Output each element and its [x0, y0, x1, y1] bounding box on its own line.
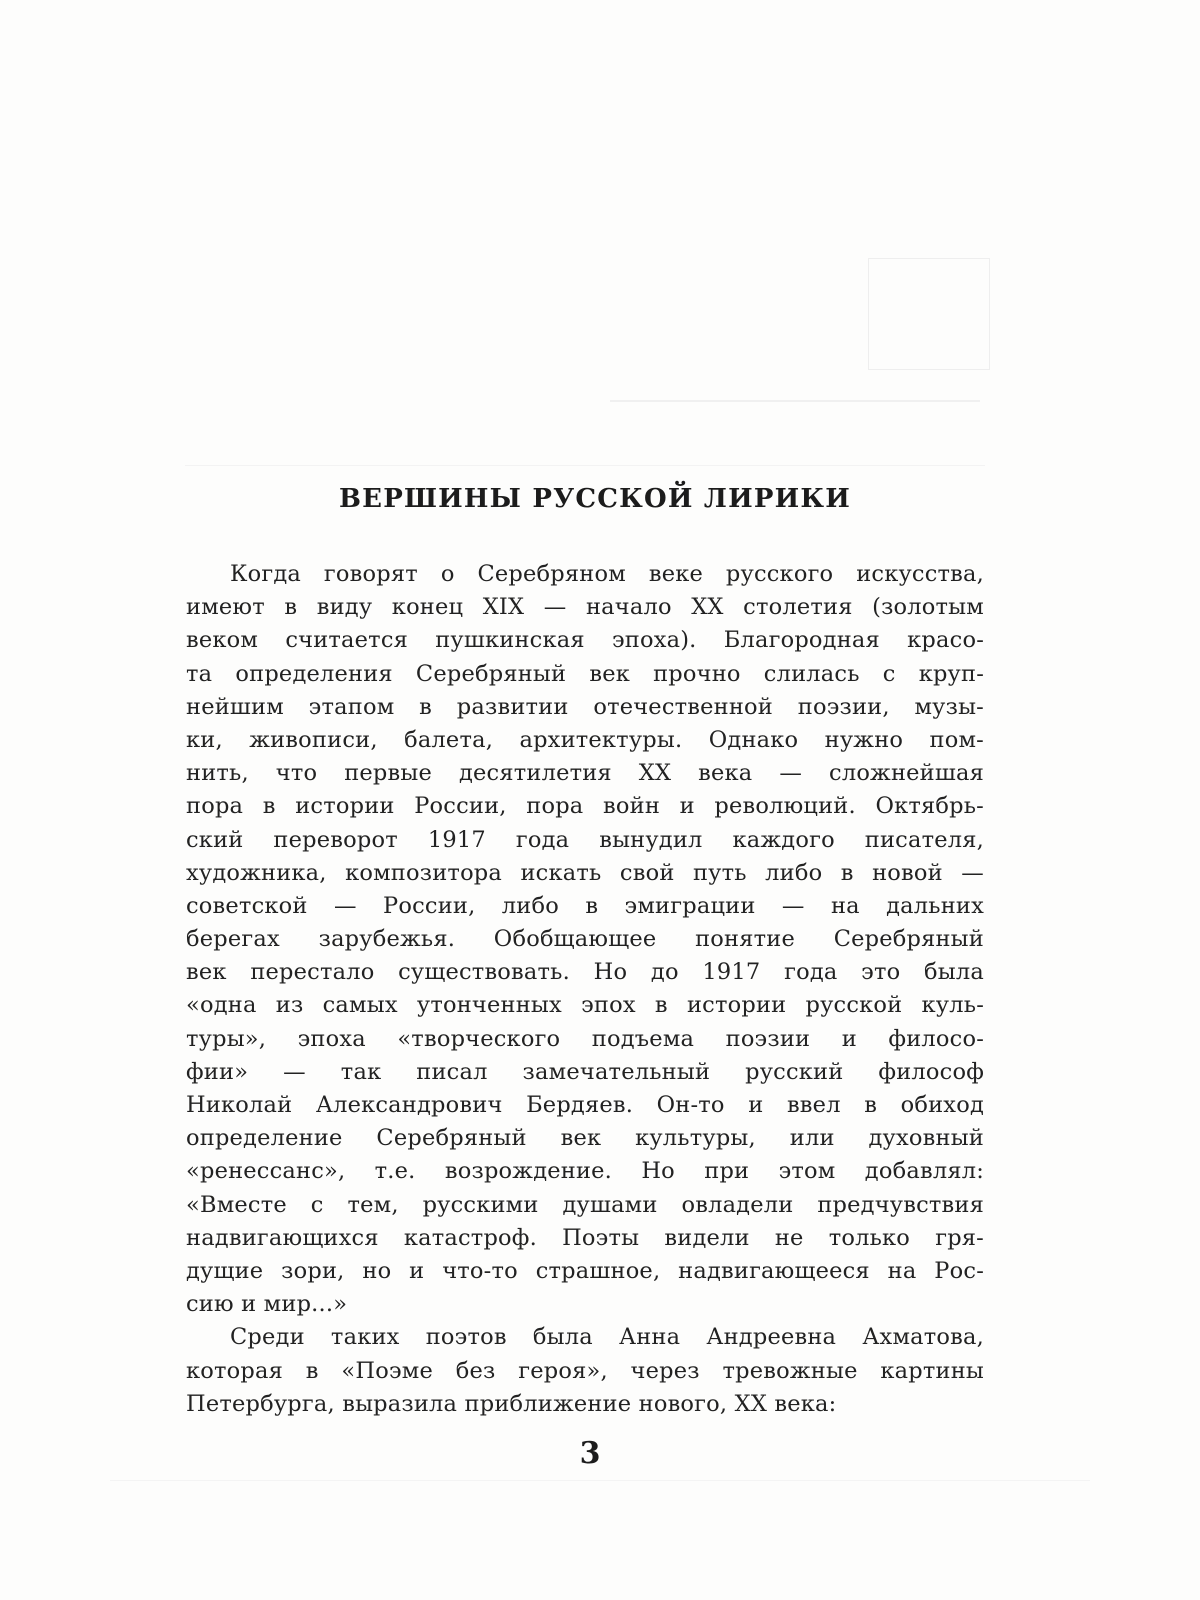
text-line: советской — России, либо в эмиграции — на дальних	[186, 892, 984, 919]
text-line: «одна из самых утонченных эпох в истории русской куль-	[186, 992, 984, 1019]
text-line: Среди таких поэтов была Анна Андреевна Ахматова,	[230, 1324, 984, 1351]
text-line: нить, что первые десятилетия XX века — сложнейшая	[186, 760, 984, 787]
text-line: Когда говорят о Серебряном веке русского искусства,	[230, 561, 984, 587]
text-line: веком считается пушкинская эпоха). Благородная красо-	[186, 627, 984, 654]
text-line: художника, композитора искать свой путь либо в новой —	[186, 859, 984, 886]
text-line: Николай Александрович Бердяев. Он-то и ввел в обиход	[186, 1092, 984, 1118]
text-line: берегах зарубежья. Обобщающее понятие Серебряный	[186, 926, 984, 953]
text-line: сию и мир...»	[186, 1291, 348, 1318]
text-line: определение Серебряный век культуры, или духовный	[186, 1125, 984, 1152]
text-line: та определения Серебряный век прочно слилась с круп-	[186, 660, 984, 687]
show-through-mark	[610, 400, 980, 402]
text-line: Петербурга, выразила приближение нового, XX века:	[186, 1390, 837, 1417]
text-line: ки, живописи, балета, архитектуры. Однако нужно пом-	[186, 726, 984, 753]
text-line: фии» — так писал замечательный русский философ	[186, 1058, 984, 1085]
text-line: «ренессанс», т.е. возрождение. Но при этом добавлял:	[186, 1158, 984, 1185]
text-line: имеют в виду конец XIX — начало XX столетия (золотым	[186, 594, 984, 621]
text-line: надвигающихся катастроф. Поэты видели не только гря-	[186, 1224, 984, 1251]
show-through-mark	[185, 465, 985, 466]
text-line: век перестало существовать. Но до 1917 года это была	[186, 959, 984, 986]
show-through-mark	[868, 258, 990, 370]
text-line: которая в «Поэме без героя», через тревожные картины	[186, 1357, 984, 1384]
text-line: дущие зори, но и что-то страшное, надвигающееся на Рос-	[186, 1257, 984, 1284]
chapter-title: ВЕРШИНЫ РУССКОЙ ЛИРИКИ	[339, 484, 851, 514]
text-line: нейшим этапом в развитии отечественной поэзии, музы-	[186, 693, 984, 720]
page-number: 3	[579, 1436, 601, 1471]
text-line: пора в истории России, пора войн и революций. Октябрь-	[186, 793, 984, 820]
text-line: «Вместе с тем, русскими душами овладели предчувствия	[186, 1191, 984, 1218]
text-line: туры», эпоха «творческого подъема поэзии и филосо-	[186, 1025, 984, 1052]
show-through-mark	[110, 1480, 1090, 1481]
text-line: ский переворот 1917 года вынудил каждого писателя,	[186, 826, 984, 853]
body-text	[186, 558, 984, 1421]
